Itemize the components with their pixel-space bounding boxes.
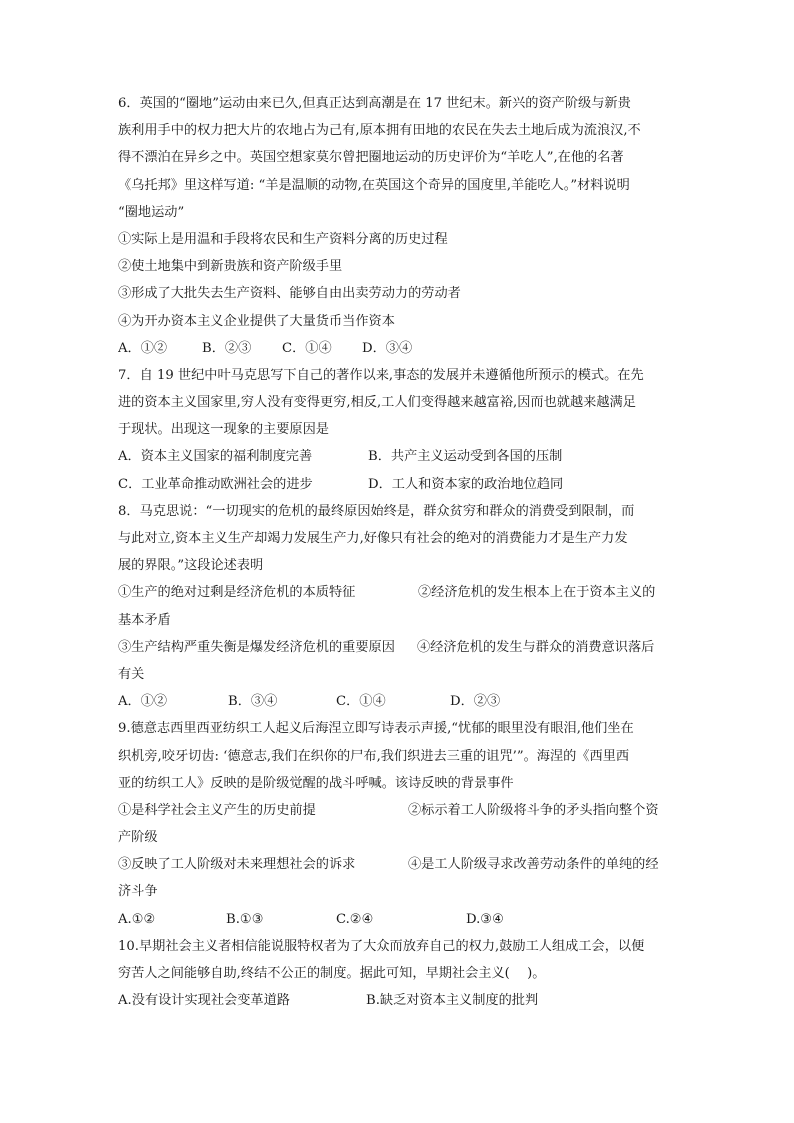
question-text-line: 8．马克思说：“一切现实的危机的最终原因始终是，群众贫穷和群众的消费受到限制，而 <box>118 503 635 519</box>
question-text-line: 6．英国的“圈地”运动由来已久,但真正达到高潮是在 17 世纪末。新兴的资产阶级与新贵 <box>118 96 631 111</box>
option-b: B．②③ <box>202 340 252 356</box>
option-d: D．③④ <box>362 340 413 356</box>
statement-continued: 基本矛盾 <box>118 612 171 628</box>
option-a: A．①② <box>118 694 168 710</box>
statement-continued: 济斗争 <box>118 884 158 900</box>
question-text-line: 《乌托邦》里这样写道: “羊是温顺的动物,在英国这个奇异的国度里,羊能吃人。”材料说明 <box>118 177 630 193</box>
question-10 <box>118 933 678 1015</box>
statement: ④为开办资本主义企业提供了大量货币当作资本 <box>118 313 395 329</box>
statement: ④是工人阶级寻求改善劳动条件的单纯的经 <box>408 857 659 873</box>
question-7 <box>118 362 678 498</box>
statement: ②经济危机的发生根本上在于资本主义的 <box>418 585 656 601</box>
exam-page <box>118 90 678 1014</box>
question-text-line: 与此对立,资本主义生产却竭力发展生产力,好像只有社会的绝对的消费能力才是生产力发 <box>118 531 628 546</box>
statement-row <box>118 579 678 606</box>
question-9 <box>118 715 678 933</box>
option-c: C．①④ <box>282 340 332 356</box>
option-b: B.缺乏对资本主义制度的批判 <box>366 993 539 1009</box>
statement: ④经济危机的发生与群众的消费意识落后 <box>417 639 655 655</box>
statement-continued: 有关 <box>118 666 145 682</box>
question-8 <box>118 498 678 716</box>
statement-continued: 产阶级 <box>118 830 158 846</box>
statement: ②标示着工人阶级将斗争的矛头指向整个资 <box>408 802 659 818</box>
option-a: A．①② <box>118 340 168 356</box>
option-c: C．①④ <box>336 694 386 710</box>
option-b: B．共产主义运动受到各国的压制 <box>368 449 563 465</box>
question-text-line: 亚的纺织工人》反映的是阶级觉醒的战斗呼喊。该诗反映的背景事件 <box>118 775 514 791</box>
question-text-line: 展的界限。”这段论述表明 <box>118 558 264 574</box>
answer-options <box>118 471 678 498</box>
question-text-line: 穷苦人之间能够自助,终结不公正的制度。据此可知，早期社会主义( )。 <box>118 966 546 981</box>
statement-row <box>118 634 678 661</box>
option-c: C.②④ <box>336 911 374 927</box>
answer-options <box>118 906 678 933</box>
question-text-line: 得不漂泊在异乡之中。英国空想家莫尔曾把圈地运动的历史评价为“羊吃人”,在他的名著 <box>118 150 624 166</box>
question-text-line: “圈地运动” <box>118 204 185 220</box>
statement: ③形成了大批失去生产资料、能够自由出卖劳动力的劳动者 <box>118 286 461 302</box>
option-a: A.没有设计实现社会变革道路 <box>118 993 290 1009</box>
statement: ③反映了工人阶级对未来理想社会的诉求 <box>118 857 356 873</box>
question-text-line: 10.早期社会主义者相信能说服特权者为了大众而放弃自己的权力,鼓励工人组成工会，以便 <box>118 938 645 954</box>
option-b: B.①③ <box>226 911 264 927</box>
statement: ②使土地集中到新贵族和资产阶级手里 <box>118 259 343 275</box>
statement: ①生产的绝对过剩是经济危机的本质特征 <box>118 585 356 601</box>
answer-options <box>118 987 678 1014</box>
answer-options <box>118 443 678 470</box>
question-text-line: 族利用手中的权力把大片的农地占为己有,原本拥有田地的农民在失去土地后成为流浪汉,不 <box>118 123 641 139</box>
option-d: D.③④ <box>466 911 504 927</box>
option-d: D．②③ <box>450 694 501 710</box>
statement-row <box>118 851 678 878</box>
question-text-line: 7．自 19 世纪中叶马克思写下自己的著作以来,事态的发展并未遵循他所预示的模式。在先 <box>118 367 644 383</box>
option-c: C．工业革命推动欧洲社会的进步 <box>118 476 313 492</box>
statement: ①实际上是用温和手段将农民和生产资料分离的历史过程 <box>118 231 448 247</box>
option-b: B．③④ <box>228 694 278 710</box>
option-d: D．工人和资本家的政治地位趋同 <box>368 476 564 492</box>
answer-options <box>118 335 678 362</box>
answer-options <box>118 688 678 715</box>
statement: ③生产结构严重失衡是爆发经济危机的重要原因 <box>118 639 395 655</box>
question-6 <box>118 90 678 362</box>
question-text-line: 于现状。出现这一现象的主要原因是 <box>118 422 329 438</box>
question-text-line: 9.德意志西里西亚纺织工人起义后海涅立即写诗表示声援,“忧郁的眼里没有眼泪,他们坐在 <box>118 721 634 737</box>
option-a: A．资本主义国家的福利制度完善 <box>118 449 313 465</box>
question-text-line: 织机旁,咬牙切齿: ‘德意志,我们在织你的尸布,我们织进去三重的诅咒’”。海涅的《西里西 <box>118 748 630 764</box>
statement-row <box>118 797 678 824</box>
statement: ①是科学社会主义产生的历史前提 <box>118 802 316 818</box>
option-a: A.①② <box>118 911 156 927</box>
question-text-line: 进的资本主义国家里,穷人没有变得更穷,相反,工人们变得越来越富裕,因而也就越来越满足 <box>118 395 636 411</box>
